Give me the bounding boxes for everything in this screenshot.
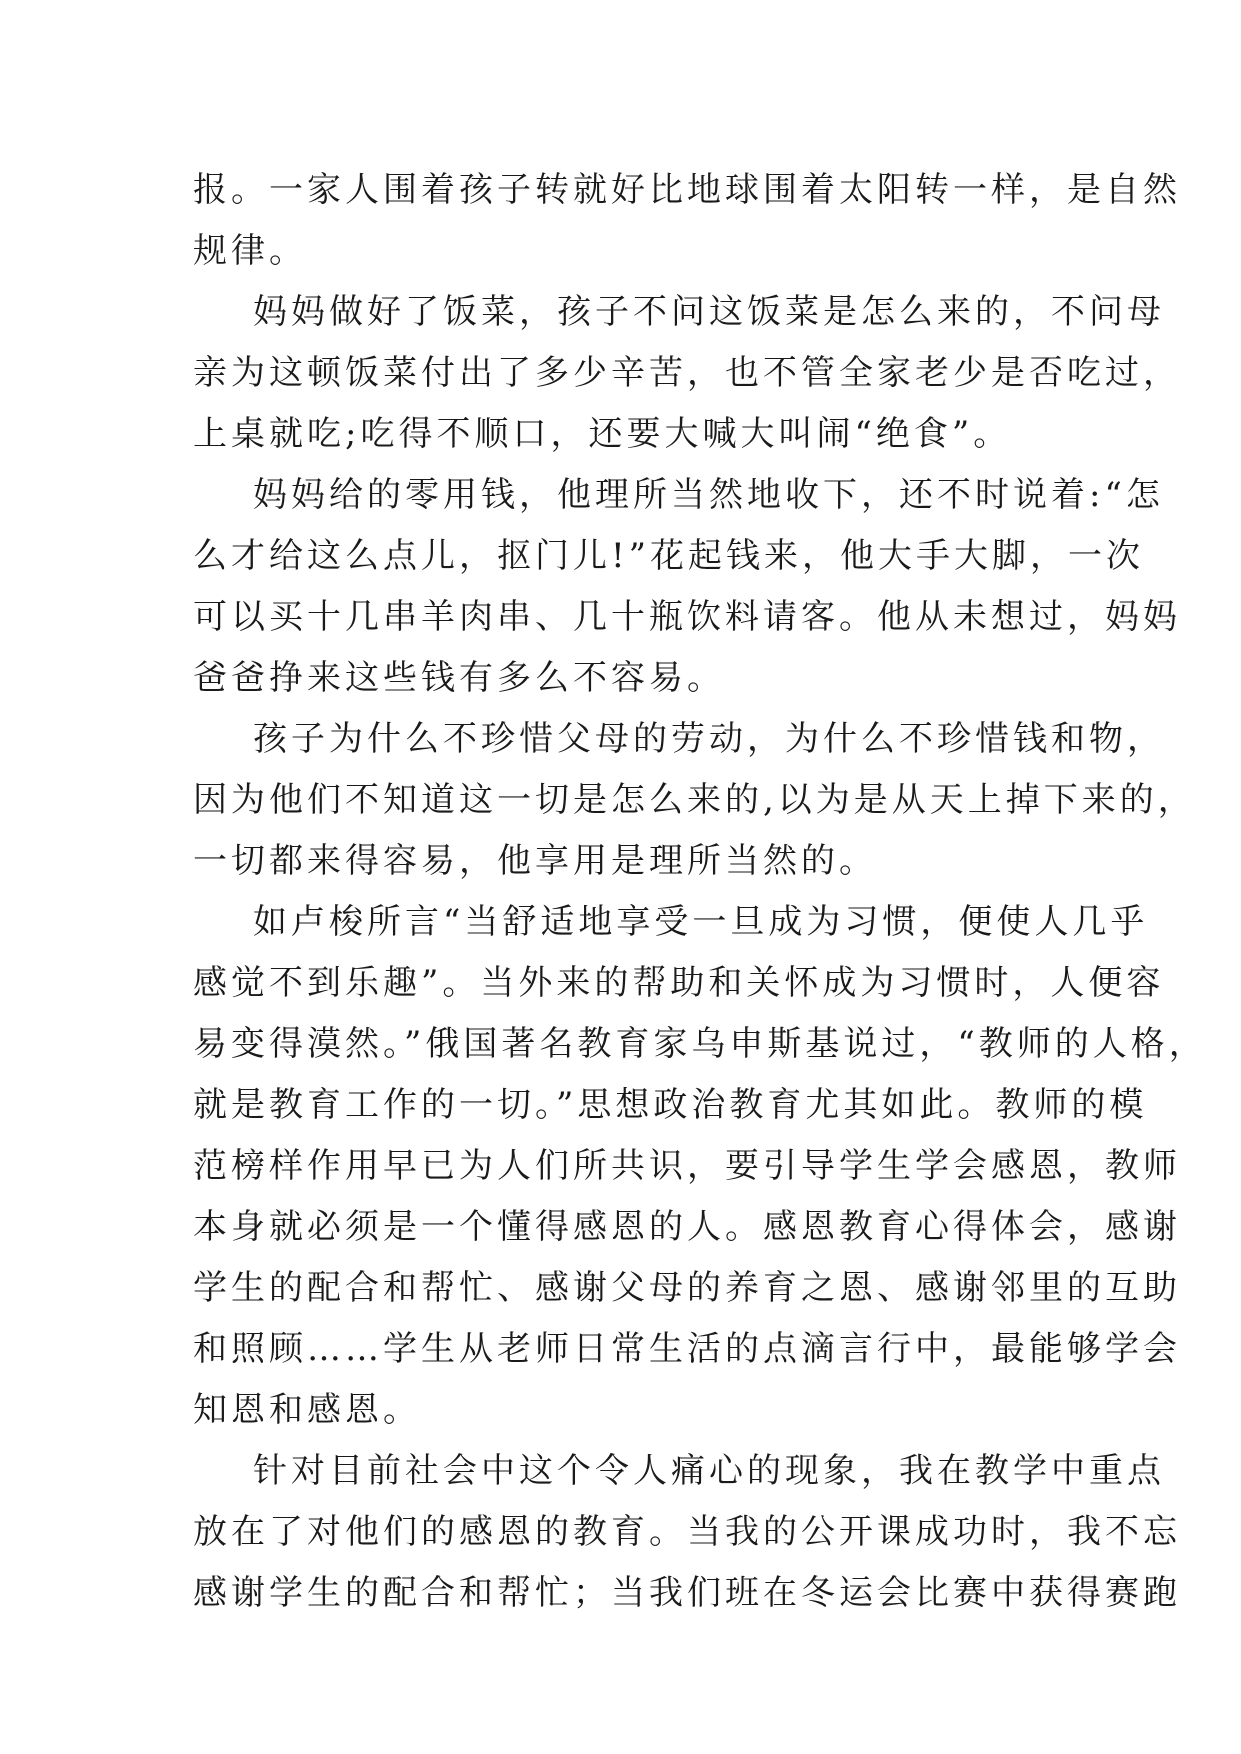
text-line: 爸爸挣来这些钱有多么不容易。 xyxy=(193,658,725,698)
text-line: 放在了对他们的感恩的教育。当我的公开课成功时，我不忘 xyxy=(193,1512,1181,1552)
text-line: 知恩和感恩。 xyxy=(193,1390,421,1430)
paragraph-start-line: 针对目前社会中这个令人痛心的现象，我在教学中重点 xyxy=(253,1451,1165,1491)
paragraph-start-line: 孩子为什么不珍惜父母的劳动，为什么不珍惜钱和物， xyxy=(253,719,1165,759)
text-line: 本身就必须是一个懂得感恩的人。感恩教育心得体会，感谢 xyxy=(193,1207,1181,1247)
paragraph-start-line: 妈妈做好了饭菜，孩子不问这饭菜是怎么来的，不问母 xyxy=(253,292,1165,332)
text-line: 感觉不到乐趣”。当外来的帮助和关怀成为习惯时，人便容 xyxy=(193,963,1165,1003)
text-line: 规律。 xyxy=(193,231,307,271)
text-line: 上桌就吃;吃得不顺口，还要大喊大叫闹“绝食”。 xyxy=(193,414,1012,454)
text-line: 就是教育工作的一切。”思想政治教育尤其如此。教师的模 xyxy=(193,1085,1148,1125)
text-line: 和照顾……学生从老师日常生活的点滴言行中，最能够学会 xyxy=(193,1329,1181,1369)
text-line: 易变得漠然。”俄国著名教育家乌申斯基说过，“教师的人格， xyxy=(193,1024,1207,1064)
text-line: 报。一家人围着孩子转就好比地球围着太阳转一样，是自然 xyxy=(193,170,1181,210)
text-line: 么才给这么点儿，抠门儿!”花起钱来，他大手大脚，一次 xyxy=(193,536,1145,576)
text-line: 可以买十几串羊肉串、几十瓶饮料请客。他从未想过，妈妈 xyxy=(193,597,1181,637)
text-line: 一切都来得容易，他享用是理所当然的。 xyxy=(193,841,877,881)
body-text xyxy=(193,160,1207,1624)
text-line: 范榜样作用早已为人们所共识，要引导学生学会感恩，教师 xyxy=(193,1146,1181,1186)
text-line: 学生的配合和帮忙、感谢父母的养育之恩、感谢邻里的互助 xyxy=(193,1268,1181,1308)
text-line: 因为他们不知道这一切是怎么来的,以为是从天上掉下来的， xyxy=(193,780,1196,820)
text-line: 亲为这顿饭菜付出了多少辛苦，也不管全家老少是否吃过， xyxy=(193,353,1181,393)
paragraph-start-line: 如卢梭所言“当舒适地享受一旦成为习惯，便使人几乎 xyxy=(253,902,1149,942)
text-line: 感谢学生的配合和帮忙；当我们班在冬运会比赛中获得赛跑 xyxy=(193,1573,1181,1613)
paragraph-start-line: 妈妈给的零用钱，他理所当然地收下，还不时说着:“怎 xyxy=(253,475,1164,515)
